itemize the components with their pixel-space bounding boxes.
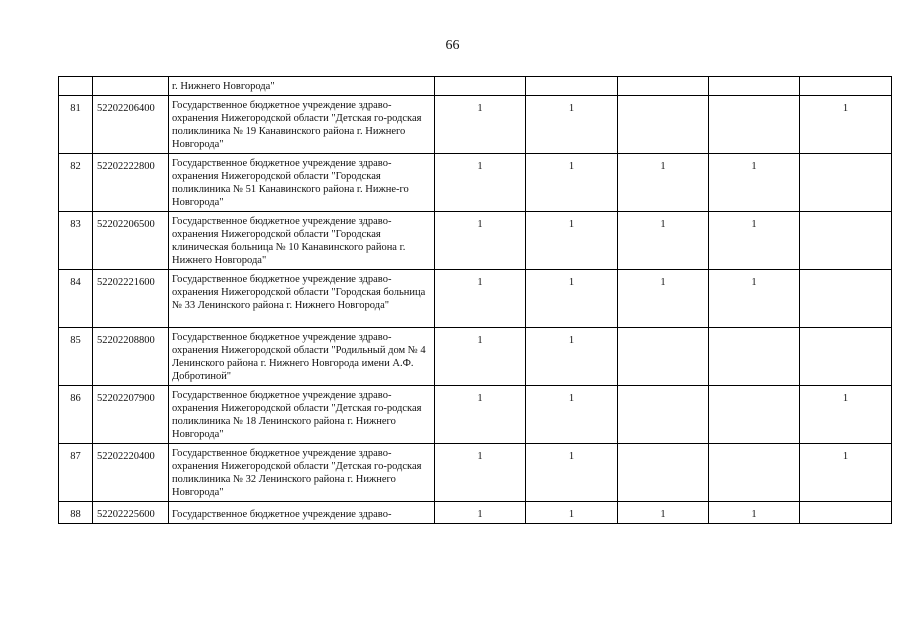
value-cell-2: 1 [526,154,618,212]
table-row [59,212,892,270]
row-name-cell: Государственное бюджетное учреждение здраво-охранения Нижегородской области "Городская клиническая больница № 10 Канавинского района г. Нижнего Новгорода" [169,212,435,270]
value-cell-2: 1 [526,444,618,502]
row-name-cell: Государственное бюджетное учреждение здраво-охранения Нижегородской области "Городская поликлиника № 51 Канавинского района г. Нижне-го Новгорода" [169,154,435,212]
row-code-cell: 52202222800 [93,154,169,212]
table-row-continuation [59,77,892,96]
value-cell-3 [618,328,709,386]
value-cell-5: 1 [800,386,892,444]
table-row [59,502,892,524]
value-cell-1 [435,77,526,96]
row-code-cell [93,77,169,96]
value-cell-2: 1 [526,270,618,328]
value-cell-3: 1 [618,270,709,328]
value-cell-3: 1 [618,212,709,270]
table-row [59,96,892,154]
value-cell-3 [618,386,709,444]
row-name-cell: Государственное бюджетное учреждение здраво-охранения Нижегородской области "Детская го-родская поликлиника № 32 Ленинского района г. Нижнего Новгорода" [169,444,435,502]
value-cell-5 [800,270,892,328]
value-cell-1: 1 [435,328,526,386]
table-row [59,328,892,386]
value-cell-3 [618,96,709,154]
value-cell-1: 1 [435,386,526,444]
value-cell-1: 1 [435,502,526,524]
table-row [59,386,892,444]
row-code-cell: 52202206500 [93,212,169,270]
value-cell-2: 1 [526,502,618,524]
row-code-cell: 52202208800 [93,328,169,386]
value-cell-1: 1 [435,270,526,328]
value-cell-2: 1 [526,328,618,386]
row-name-cell: Государственное бюджетное учреждение здраво-охранения Нижегородской области "Детская го-родская поликлиника № 19 Канавинского района г. Нижнего Новгорода" [169,96,435,154]
value-cell-2 [526,77,618,96]
value-cell-3 [618,444,709,502]
value-cell-3: 1 [618,502,709,524]
row-code-cell: 52202221600 [93,270,169,328]
value-cell-5 [800,212,892,270]
row-number-cell [59,77,93,96]
row-code-cell: 52202220400 [93,444,169,502]
table-row [59,154,892,212]
value-cell-5 [800,77,892,96]
value-cell-5 [800,502,892,524]
row-number-cell: 88 [59,502,93,524]
value-cell-4 [709,96,800,154]
value-cell-4: 1 [709,212,800,270]
row-number-cell: 82 [59,154,93,212]
value-cell-4 [709,77,800,96]
row-number-cell: 85 [59,328,93,386]
value-cell-4 [709,386,800,444]
value-cell-1: 1 [435,154,526,212]
value-cell-4 [709,444,800,502]
row-name-cell: Государственное бюджетное учреждение здраво- [169,502,435,524]
row-number-cell: 87 [59,444,93,502]
page-number: 66 [445,38,460,53]
row-name-cell: Государственное бюджетное учреждение здраво-охранения Нижегородской области "Детская го-родская поликлиника № 18 Ленинского района г. Нижнего Новгорода" [169,386,435,444]
row-name-cell: Государственное бюджетное учреждение здраво-охранения Нижегородской области "Городская больница № 33 Ленинского района г. Нижнего Новгорода" [169,270,435,328]
value-cell-4 [709,328,800,386]
value-cell-1: 1 [435,444,526,502]
value-cell-4: 1 [709,154,800,212]
row-code-cell: 52202225600 [93,502,169,524]
table-row [59,270,892,328]
value-cell-4: 1 [709,270,800,328]
value-cell-2: 1 [526,212,618,270]
value-cell-5: 1 [800,96,892,154]
row-code-cell: 52202207900 [93,386,169,444]
value-cell-2: 1 [526,96,618,154]
table-row [59,444,892,502]
row-number-cell: 81 [59,96,93,154]
row-name-cell: г. Нижнего Новгорода" [169,77,435,96]
row-number-cell: 83 [59,212,93,270]
value-cell-5: 1 [800,444,892,502]
value-cell-5 [800,154,892,212]
value-cell-1: 1 [435,96,526,154]
value-cell-4: 1 [709,502,800,524]
value-cell-5 [800,328,892,386]
row-number-cell: 86 [59,386,93,444]
row-code-cell: 52202206400 [93,96,169,154]
row-name-cell: Государственное бюджетное учреждение здраво-охранения Нижегородской области "Родильный дом № 4 Ленинского района г. Нижнего Новгорода имени А.Ф. Добротиной" [169,328,435,386]
value-cell-1: 1 [435,212,526,270]
document-table [58,76,892,524]
value-cell-3: 1 [618,154,709,212]
row-number-cell: 84 [59,270,93,328]
value-cell-2: 1 [526,386,618,444]
value-cell-3 [618,77,709,96]
